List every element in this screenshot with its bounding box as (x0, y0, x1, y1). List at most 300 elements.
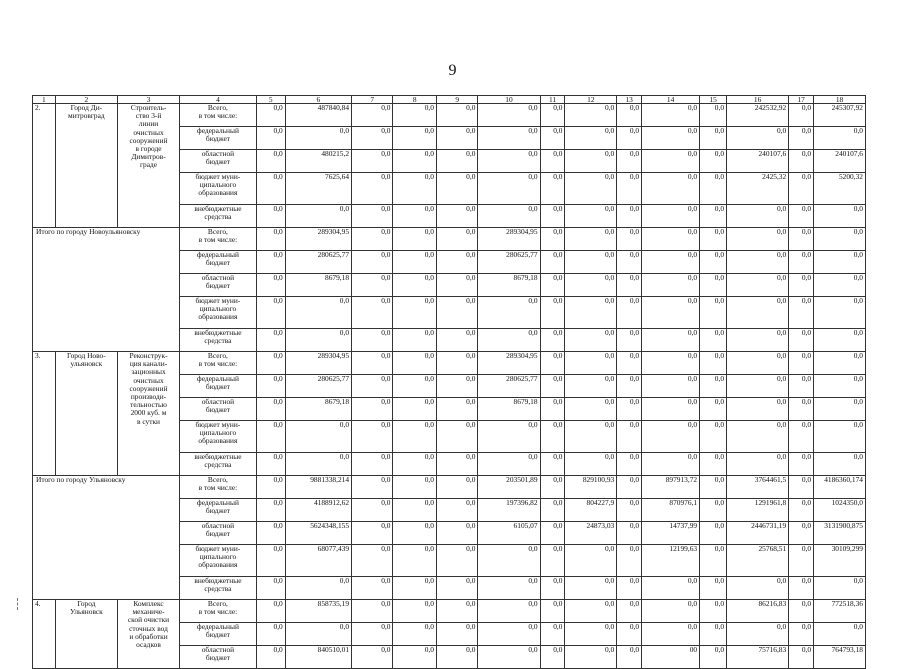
amount-cell: 4188912,62 (285, 499, 351, 522)
amount-cell: 0,0 (256, 297, 285, 329)
col-header: 14 (642, 96, 700, 104)
amount-cell: 0,0 (436, 577, 477, 600)
col-header: 17 (789, 96, 814, 104)
amount-cell: 804227,9 (565, 499, 617, 522)
amount-cell: 0,0 (540, 476, 565, 499)
amount-cell: 0,0 (700, 228, 727, 251)
amount-cell: 0,0 (436, 421, 477, 453)
amount-cell: 0,0 (540, 329, 565, 352)
amount-cell: 0,0 (617, 499, 642, 522)
amount-cell: 0,0 (540, 173, 565, 205)
funding-source-cell: Всего, в том числе: (180, 104, 257, 127)
amount-cell: 0,0 (814, 421, 866, 453)
amount-cell: 0,0 (478, 127, 540, 150)
amount-cell: 0,0 (617, 453, 642, 476)
amount-cell: 0,0 (478, 205, 540, 228)
amount-cell: 0,0 (393, 150, 437, 173)
item-number: 2. (33, 104, 56, 228)
amount-cell: 0,0 (700, 375, 727, 398)
amount-cell: 0,0 (436, 453, 477, 476)
amount-cell: 0,0 (540, 499, 565, 522)
amount-cell: 0,0 (256, 499, 285, 522)
amount-cell: 0,0 (256, 545, 285, 577)
amount-cell: 0,0 (642, 297, 700, 329)
amount-cell: 0,0 (565, 623, 617, 646)
amount-cell: 0,0 (352, 545, 393, 577)
amount-cell: 764793,18 (814, 646, 866, 669)
amount-cell: 0,0 (700, 600, 727, 623)
col-header: 12 (565, 96, 617, 104)
amount-cell: 0,0 (256, 600, 285, 623)
amount-cell: 0,0 (256, 522, 285, 545)
amount-cell: 0,0 (700, 453, 727, 476)
amount-cell: 0,0 (617, 352, 642, 375)
amount-cell: 0,0 (478, 150, 540, 173)
amount-cell: 0,0 (256, 421, 285, 453)
amount-cell: 0,0 (478, 297, 540, 329)
amount-cell: 0,0 (393, 600, 437, 623)
amount-cell: 0,0 (352, 205, 393, 228)
amount-cell: 0,0 (436, 522, 477, 545)
funding-source-cell: бюджет муни- ципального образования (180, 421, 257, 453)
col-header: 16 (727, 96, 789, 104)
amount-cell: 0,0 (617, 173, 642, 205)
amount-cell: 0,0 (727, 352, 789, 375)
amount-cell: 0,0 (436, 297, 477, 329)
funding-table (32, 95, 866, 669)
amount-cell: 0,0 (256, 329, 285, 352)
amount-cell: 0,0 (540, 251, 565, 274)
amount-cell: 0,0 (565, 421, 617, 453)
amount-cell: 0,0 (565, 600, 617, 623)
amount-cell: 0,0 (789, 104, 814, 127)
amount-cell: 0,0 (789, 127, 814, 150)
amount-cell: 0,0 (478, 600, 540, 623)
amount-cell: 0,0 (352, 499, 393, 522)
amount-cell: 0,0 (642, 453, 700, 476)
amount-cell: 0,0 (436, 150, 477, 173)
amount-cell: 0,0 (436, 545, 477, 577)
amount-cell: 0,0 (565, 274, 617, 297)
funding-source-cell: внебюджетные средства (180, 577, 257, 600)
amount-cell: 0,0 (565, 646, 617, 669)
amount-cell: 0,0 (789, 329, 814, 352)
funding-source-cell: Всего, в том числе: (180, 476, 257, 499)
amount-cell: 289304,95 (285, 352, 351, 375)
amount-cell: 0,0 (436, 398, 477, 421)
amount-cell: 0,0 (436, 329, 477, 352)
amount-cell: 0,0 (352, 274, 393, 297)
amount-cell: 0,0 (436, 228, 477, 251)
amount-cell: 0,0 (540, 150, 565, 173)
amount-cell: 0,0 (642, 352, 700, 375)
amount-cell: 0,0 (700, 522, 727, 545)
amount-cell: 0,0 (256, 104, 285, 127)
amount-cell: 0,0 (352, 352, 393, 375)
amount-cell: 245307,92 (814, 104, 866, 127)
amount-cell: 0,0 (565, 205, 617, 228)
amount-cell: 0,0 (617, 251, 642, 274)
amount-cell: 0,0 (789, 228, 814, 251)
amount-cell: 0,0 (727, 329, 789, 352)
funding-source-cell: областной бюджет (180, 274, 257, 297)
amount-cell: 0,0 (285, 329, 351, 352)
amount-cell: 0,0 (478, 453, 540, 476)
amount-cell: 0,0 (478, 577, 540, 600)
amount-cell: 0,0 (393, 104, 437, 127)
col-header: 7 (352, 96, 393, 104)
table-row (33, 104, 866, 127)
amount-cell: 0,0 (700, 577, 727, 600)
amount-cell: 0,0 (642, 173, 700, 205)
amount-cell: 0,0 (617, 421, 642, 453)
amount-cell: 0,0 (393, 499, 437, 522)
amount-cell: 0,0 (814, 352, 866, 375)
col-header: 5 (256, 96, 285, 104)
amount-cell: 0,0 (642, 375, 700, 398)
amount-cell: 0,0 (700, 205, 727, 228)
amount-cell: 0,0 (352, 150, 393, 173)
amount-cell: 0,0 (540, 352, 565, 375)
amount-cell: 0,0 (727, 398, 789, 421)
amount-cell: 0,0 (642, 623, 700, 646)
funding-source-cell: областной бюджет (180, 522, 257, 545)
amount-cell: 25768,51 (727, 545, 789, 577)
col-header: 11 (540, 96, 565, 104)
amount-cell: 0,0 (393, 453, 437, 476)
amount-cell: 0,0 (352, 453, 393, 476)
amount-cell: 0,0 (256, 173, 285, 205)
amount-cell: 0,0 (256, 251, 285, 274)
amount-cell: 0,0 (393, 398, 437, 421)
amount-cell: 0,0 (352, 375, 393, 398)
amount-cell: 0,0 (814, 251, 866, 274)
amount-cell: 1291961,8 (727, 499, 789, 522)
col-header: 10 (478, 96, 540, 104)
amount-cell: 0,0 (352, 398, 393, 421)
funding-source-cell: федеральный бюджет (180, 127, 257, 150)
amount-cell: 0,0 (436, 205, 477, 228)
amount-cell: 840510,01 (285, 646, 351, 669)
amount-cell: 0,0 (789, 297, 814, 329)
amount-cell: 0,0 (352, 173, 393, 205)
amount-cell: 0,0 (285, 623, 351, 646)
col-header: 8 (393, 96, 437, 104)
amount-cell: 2425,32 (727, 173, 789, 205)
amount-cell: 0,0 (285, 577, 351, 600)
amount-cell: 0,0 (393, 127, 437, 150)
funding-source-cell: Всего, в том числе: (180, 228, 257, 251)
margin-mark (17, 598, 19, 610)
amount-cell: 0,0 (700, 173, 727, 205)
amount-cell: 0,0 (565, 251, 617, 274)
project-cell: Реконструк- ция канали- зационных очистных сооружений производи- тельностью 2000 куб. м в сутки (117, 352, 179, 476)
amount-cell: 0,0 (789, 398, 814, 421)
amount-cell: 0,0 (789, 522, 814, 545)
amount-cell: 0,0 (565, 352, 617, 375)
amount-cell: 0,0 (617, 398, 642, 421)
amount-cell: 0,0 (393, 251, 437, 274)
amount-cell: 0,0 (256, 150, 285, 173)
total-label: Итого по городу Новоульяновску (33, 228, 180, 352)
amount-cell: 0,0 (789, 545, 814, 577)
amount-cell: 0,0 (540, 297, 565, 329)
amount-cell: 0,0 (256, 205, 285, 228)
amount-cell: 0,0 (565, 545, 617, 577)
amount-cell: 00 (642, 646, 700, 669)
amount-cell: 0,0 (727, 623, 789, 646)
amount-cell: 0,0 (352, 297, 393, 329)
amount-cell: 0,0 (727, 228, 789, 251)
amount-cell: 0,0 (617, 228, 642, 251)
amount-cell: 0,0 (617, 545, 642, 577)
amount-cell: 0,0 (727, 297, 789, 329)
amount-cell: 280625,77 (478, 251, 540, 274)
col-header: 1 (33, 96, 56, 104)
amount-cell: 0,0 (814, 623, 866, 646)
amount-cell: 0,0 (700, 251, 727, 274)
amount-cell: 0,0 (565, 297, 617, 329)
col-header: 3 (117, 96, 179, 104)
amount-cell: 0,0 (352, 421, 393, 453)
amount-cell: 0,0 (256, 476, 285, 499)
table-row (33, 600, 866, 623)
amount-cell: 0,0 (352, 104, 393, 127)
amount-cell: 2446731,19 (727, 522, 789, 545)
amount-cell: 0,0 (565, 329, 617, 352)
amount-cell: 0,0 (814, 577, 866, 600)
amount-cell: 0,0 (565, 104, 617, 127)
amount-cell: 0,0 (256, 623, 285, 646)
amount-cell: 24873,03 (565, 522, 617, 545)
amount-cell: 0,0 (565, 173, 617, 205)
col-header: 2 (55, 96, 117, 104)
amount-cell: 0,0 (352, 329, 393, 352)
location-cell: Город Ново- ульяновск (55, 352, 117, 476)
amount-cell: 0,0 (393, 274, 437, 297)
col-header: 13 (617, 96, 642, 104)
amount-cell: 0,0 (617, 646, 642, 669)
amount-cell: 0,0 (436, 375, 477, 398)
funding-source-cell: областной бюджет (180, 398, 257, 421)
amount-cell: 0,0 (700, 274, 727, 297)
amount-cell: 0,0 (565, 150, 617, 173)
amount-cell: 0,0 (700, 127, 727, 150)
amount-cell: 0,0 (789, 421, 814, 453)
project-cell: Комплекс механиче- ской очистки сточных вод и обработки осадков (117, 600, 179, 669)
amount-cell: 1024350,0 (814, 499, 866, 522)
table-row (33, 352, 866, 375)
amount-cell: 30109,299 (814, 545, 866, 577)
amount-cell: 0,0 (540, 398, 565, 421)
amount-cell: 0,0 (436, 352, 477, 375)
amount-cell: 0,0 (700, 352, 727, 375)
amount-cell: 0,0 (727, 205, 789, 228)
amount-cell: 0,0 (565, 127, 617, 150)
amount-cell: 0,0 (727, 375, 789, 398)
amount-cell: 0,0 (727, 577, 789, 600)
amount-cell: 0,0 (565, 228, 617, 251)
amount-cell: 7625,64 (285, 173, 351, 205)
amount-cell: 86216,83 (727, 600, 789, 623)
amount-cell: 0,0 (393, 297, 437, 329)
page-number: 9 (448, 62, 457, 79)
funding-source-cell: федеральный бюджет (180, 375, 257, 398)
amount-cell: 0,0 (436, 127, 477, 150)
amount-cell: 0,0 (540, 600, 565, 623)
amount-cell: 0,0 (727, 421, 789, 453)
amount-cell: 0,0 (700, 297, 727, 329)
amount-cell: 0,0 (393, 173, 437, 205)
total-label: Итого по городу Ульяновску (33, 476, 180, 600)
amount-cell: 0,0 (540, 453, 565, 476)
amount-cell: 6105,07 (478, 522, 540, 545)
amount-cell: 0,0 (642, 228, 700, 251)
amount-cell: 0,0 (617, 375, 642, 398)
amount-cell: 0,0 (642, 274, 700, 297)
amount-cell: 0,0 (540, 274, 565, 297)
amount-cell: 0,0 (352, 476, 393, 499)
amount-cell: 8679,18 (478, 274, 540, 297)
amount-cell: 0,0 (617, 476, 642, 499)
amount-cell: 0,0 (478, 623, 540, 646)
amount-cell: 0,0 (565, 375, 617, 398)
amount-cell: 0,0 (700, 623, 727, 646)
amount-cell: 0,0 (540, 127, 565, 150)
col-header: 9 (436, 96, 477, 104)
amount-cell: 4186360,174 (814, 476, 866, 499)
amount-cell: 0,0 (814, 375, 866, 398)
funding-source-cell: бюджет муни- ципального образования (180, 545, 257, 577)
amount-cell: 0,0 (700, 476, 727, 499)
amount-cell: 289304,95 (285, 228, 351, 251)
amount-cell: 0,0 (540, 522, 565, 545)
amount-cell: 0,0 (642, 205, 700, 228)
column-number-row (33, 96, 866, 104)
amount-cell: 0,0 (617, 623, 642, 646)
amount-cell: 3131900,875 (814, 522, 866, 545)
amount-cell: 0,0 (617, 205, 642, 228)
amount-cell: 0,0 (540, 228, 565, 251)
amount-cell: 0,0 (617, 127, 642, 150)
amount-cell: 0,0 (540, 205, 565, 228)
amount-cell: 0,0 (256, 228, 285, 251)
col-header: 15 (700, 96, 727, 104)
amount-cell: 0,0 (285, 127, 351, 150)
amount-cell: 0,0 (642, 150, 700, 173)
amount-cell: 0,0 (393, 476, 437, 499)
amount-cell: 8679,18 (285, 398, 351, 421)
amount-cell: 870976,1 (642, 499, 700, 522)
table-row (33, 228, 866, 251)
amount-cell: 0,0 (617, 329, 642, 352)
amount-cell: 0,0 (393, 228, 437, 251)
amount-cell: 289304,95 (478, 352, 540, 375)
amount-cell: 0,0 (700, 104, 727, 127)
amount-cell: 0,0 (617, 577, 642, 600)
amount-cell: 5624348,155 (285, 522, 351, 545)
project-cell: Строитель- ство 3-й линии очистных сооружений в городе Димитров- граде (117, 104, 179, 228)
amount-cell: 68077,439 (285, 545, 351, 577)
amount-cell: 0,0 (789, 646, 814, 669)
amount-cell: 0,0 (352, 522, 393, 545)
amount-cell: 0,0 (285, 421, 351, 453)
amount-cell: 0,0 (789, 150, 814, 173)
amount-cell: 0,0 (256, 453, 285, 476)
amount-cell: 0,0 (352, 646, 393, 669)
amount-cell: 0,0 (565, 577, 617, 600)
amount-cell: 0,0 (789, 375, 814, 398)
location-cell: Город Ульяновск (55, 600, 117, 669)
amount-cell: 0,0 (617, 150, 642, 173)
amount-cell: 0,0 (540, 545, 565, 577)
amount-cell: 0,0 (814, 205, 866, 228)
amount-cell: 0,0 (789, 274, 814, 297)
col-header: 4 (180, 96, 257, 104)
funding-source-cell: федеральный бюджет (180, 623, 257, 646)
amount-cell: 0,0 (642, 577, 700, 600)
amount-cell: 0,0 (478, 646, 540, 669)
amount-cell: 0,0 (642, 329, 700, 352)
amount-cell: 0,0 (727, 251, 789, 274)
amount-cell: 897913,72 (642, 476, 700, 499)
amount-cell: 8679,18 (285, 274, 351, 297)
amount-cell: 0,0 (285, 453, 351, 476)
amount-cell: 0,0 (256, 127, 285, 150)
amount-cell: 0,0 (727, 127, 789, 150)
amount-cell: 0,0 (700, 421, 727, 453)
amount-cell: 0,0 (700, 150, 727, 173)
amount-cell: 0,0 (393, 545, 437, 577)
amount-cell: 280625,77 (478, 375, 540, 398)
amount-cell: 0,0 (478, 173, 540, 205)
amount-cell: 0,0 (814, 127, 866, 150)
amount-cell: 0,0 (789, 623, 814, 646)
amount-cell: 197396,82 (478, 499, 540, 522)
amount-cell: 0,0 (789, 499, 814, 522)
col-header: 6 (285, 96, 351, 104)
funding-source-cell: внебюджетные средства (180, 453, 257, 476)
amount-cell: 0,0 (642, 600, 700, 623)
amount-cell: 0,0 (540, 104, 565, 127)
amount-cell: 9881338,214 (285, 476, 351, 499)
amount-cell: 0,0 (617, 104, 642, 127)
funding-source-cell: областной бюджет (180, 646, 257, 669)
amount-cell: 0,0 (642, 251, 700, 274)
amount-cell: 0,0 (727, 453, 789, 476)
amount-cell: 0,0 (700, 545, 727, 577)
amount-cell: 5200,32 (814, 173, 866, 205)
amount-cell: 240107,6 (814, 150, 866, 173)
amount-cell: 772518,36 (814, 600, 866, 623)
amount-cell: 280625,77 (285, 251, 351, 274)
amount-cell: 0,0 (642, 104, 700, 127)
amount-cell: 0,0 (256, 577, 285, 600)
amount-cell: 0,0 (478, 104, 540, 127)
amount-cell: 0,0 (617, 297, 642, 329)
amount-cell: 0,0 (814, 297, 866, 329)
amount-cell: 0,0 (617, 522, 642, 545)
amount-cell: 0,0 (814, 398, 866, 421)
funding-source-cell: бюджет муни- ципального образования (180, 173, 257, 205)
amount-cell: 0,0 (436, 274, 477, 297)
amount-cell: 0,0 (478, 545, 540, 577)
amount-cell: 0,0 (352, 127, 393, 150)
amount-cell: 0,0 (436, 623, 477, 646)
amount-cell: 0,0 (393, 522, 437, 545)
amount-cell: 0,0 (436, 104, 477, 127)
amount-cell: 0,0 (256, 274, 285, 297)
